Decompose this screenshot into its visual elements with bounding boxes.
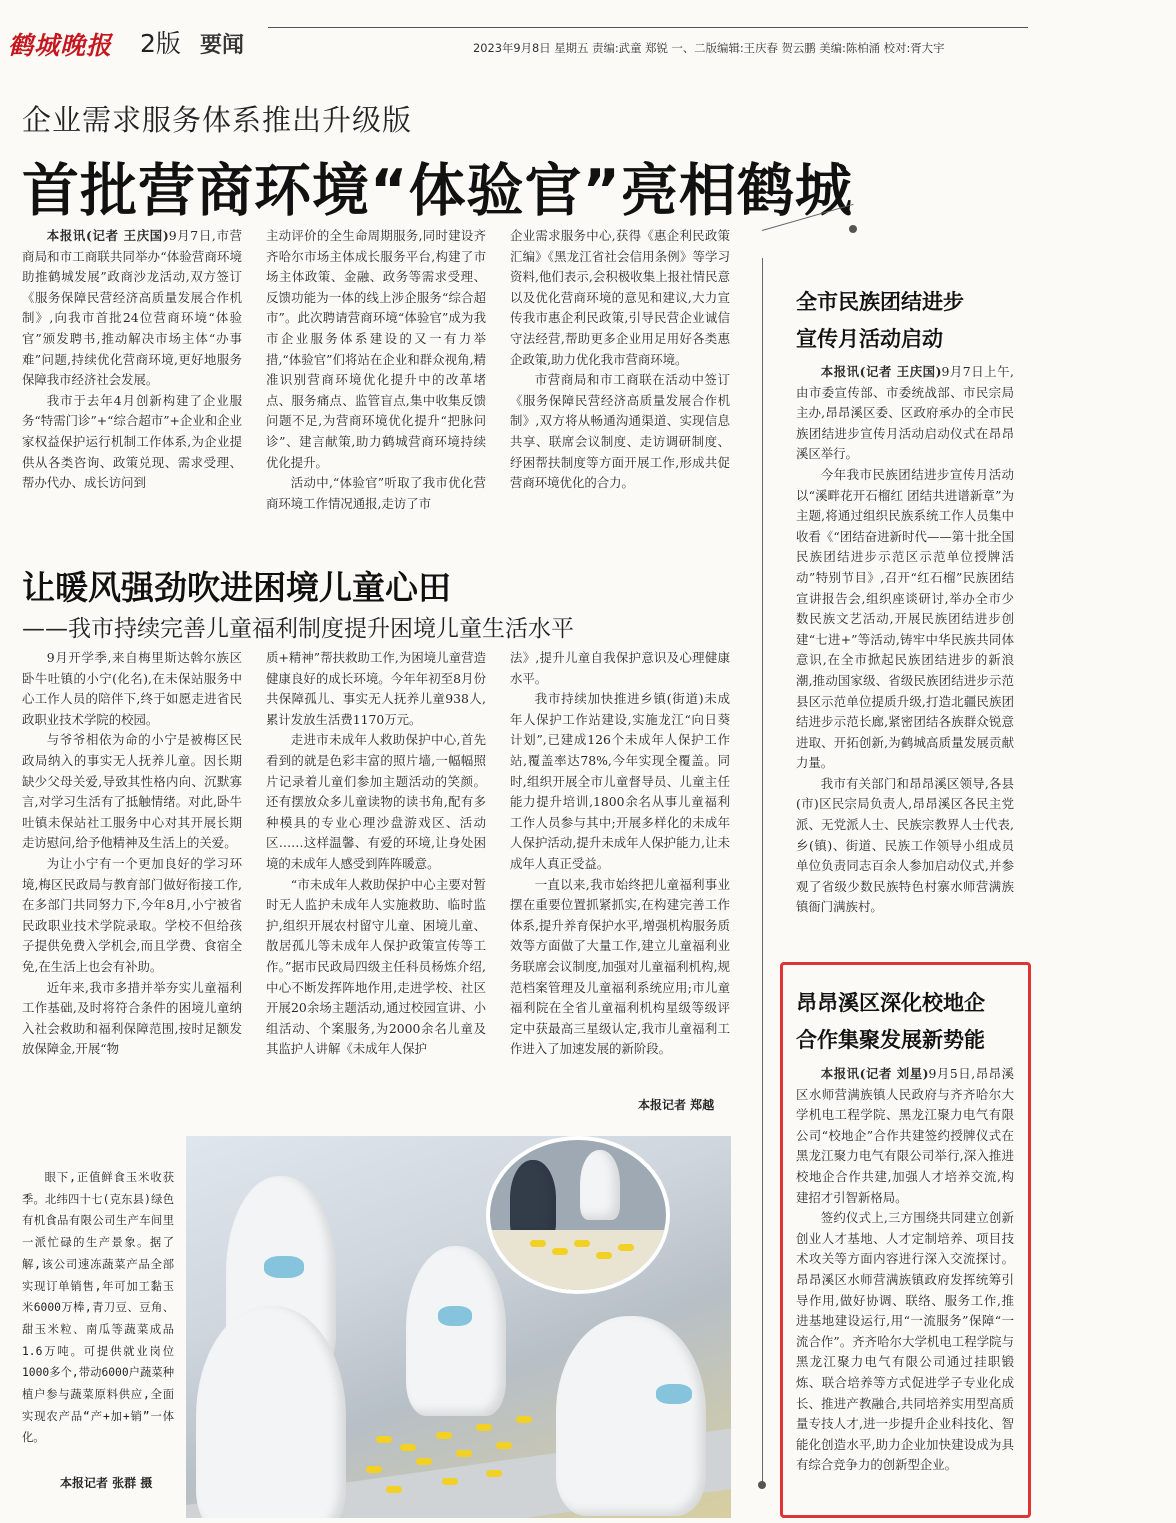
article3-para: 今年我市民族团结进步宣传月活动以“溪畔花开石榴红 团结共进谱新章”为主题,将通过组织民族系统工作人员集中收看《“团结奋进新时代——第十批全国民族团结进步示范区示范单位授牌活动”特别节目》,召开“红石榴”民族团结宣讲报告会,组织座谈研讨,举办全市少数民族文艺活动,开展民族团结进步创建“七进+”等活动,铸牢中华民族共同体意识,在全市掀起民族团结进步的新浪潮,推动国家级、省级民族团结进步示范县区示范单位提质升级,打造北疆民族团结进步示范长廊,紧密团结各族群众锐意进取、开拓创新,为鹤城高质量发展贡献力量。	[796, 466, 1014, 771]
newspaper-logo: 鹤城晚报	[8, 31, 113, 60]
connector-line	[762, 258, 763, 1488]
article2-column-3	[510, 648, 730, 1092]
worker-figure	[580, 1150, 620, 1220]
article2-para: 质+精神”帮扶救助工作,为困境儿童营造健康良好的成长环境。今年年初至8月份共保障孤儿、事实无人抚养儿童938人,累计发放生活费1170万元。	[266, 650, 486, 727]
corn-cob	[416, 1458, 432, 1465]
masthead	[0, 0, 1176, 60]
article4-byline: 本报讯(记者 刘星)	[820, 1066, 929, 1081]
article3-para: 本报讯(记者 王庆国)9月7日上午,由市委宣传部、市委统战部、市民宗局主办,昂昂溪区委、区政府承办的全市民族团结进步宣传月活动启动仪式在昂昂溪区举行。	[796, 364, 1014, 462]
worker-figure	[556, 1316, 706, 1516]
article3-body	[796, 362, 1014, 932]
corn-cob	[596, 1252, 612, 1259]
article1-column-3	[510, 226, 730, 516]
article1-para: 我市于去年4月创新构建了企业服务“特需门诊”+“综合超市”+企业和企业家权益保护运行机制工作体系,为企业提供从各类咨询、政策兑现、需求受理、帮办代办、成长访问到	[22, 392, 242, 491]
article2-para: 9月开学季,来自梅里斯达斡尔族区卧牛吐镇的小宁(化名),在未保站服务中心工作人员的陪伴下,终于如愿走进省民政职业技术学院的校园。	[22, 650, 242, 727]
article1-byline: 本报讯(记者 王庆国)	[46, 228, 169, 243]
header-rule	[268, 27, 1028, 28]
corn-cob	[400, 1444, 416, 1451]
article1-kicker: 企业需求服务体系推出升级版	[22, 103, 413, 137]
corn-cob	[436, 1432, 452, 1439]
corn-cob	[366, 1466, 382, 1473]
corn-cob	[552, 1248, 568, 1255]
article2-para: 法》,提升儿童自我保护意识及心理健康水平。	[510, 650, 730, 686]
photo-credit: 本报记者 张群 摄	[60, 1476, 153, 1490]
article2-column-2	[266, 648, 486, 1118]
article1-column-2	[266, 226, 486, 516]
article2-headline: 让暖风强劲吹进困境儿童心田	[22, 568, 451, 607]
article3-para: 我市有关部门和昂昂溪区领导,各县(市)区民宗局负责人,昂昂溪区各民主党派、无党派人士、民族宗教界人士代表,乡(镇)、街道、民族工作领导小组成员单位负责同志百余人参加启动仪式,并参观了省级少数民族特色村寨水师营满族镇衙门满族村。	[796, 775, 1014, 915]
corn-cob	[456, 1450, 472, 1457]
article1-para: 市营商局和市工商联在活动中签订《服务保障民营经济高质量发展合作机制》,双方将从畅通沟通渠道、实现信息共享、联席会议制度、走访调研制度、纾困帮扶制度等方面开展工作,形成共促营商环境优化的合力。	[510, 372, 730, 491]
article2-para: 近年来,我市多措并举夯实儿童福利工作基础,及时将符合条件的困境儿童纳入社会救助和福利保障范围,按时足额发放保障金,开展“物	[22, 979, 242, 1057]
article4-para: 本报讯(记者 刘星)9月5日,昂昂溪区水师营满族镇人民政府与齐齐哈尔大学机电工程学院、黑龙江聚力电气有限公司“校地企”合作共建签约授牌仪式在黑龙江聚力电气有限公司举行,深入推进校地企合作共建,加强人才培养交流,构建招才引智新格局。	[796, 1066, 1014, 1205]
article1-para: 活动中,“体验官”听取了我市优化营商环境工作情况通报,走访了市	[266, 475, 486, 511]
article3-byline: 本报讯(记者 王庆国)	[820, 364, 942, 379]
photo-caption: 眼下,正值鲜食玉米收获季。北纬四十七(克东县)绿色有机食品有限公司生产车间里一派忙碌的生产景象。据了解,该公司速冻蔬菜产品全部实现订单销售,年可加工黏玉米6000万棒,青刀豆、豆角、甜玉米粒、南瓜等蔬菜成品1.6万吨。可提供就业岗位1000多个,带动6000户蔬菜种植户参与蔬菜原料供应,全面实现农产品“产+加+销”一体化。	[22, 1171, 174, 1445]
article2-para: 一直以来,我市始终把儿童福利事业摆在重要位置抓紧抓实,在构建完善工作体系,提升养育保护水平,增强机构服务质效等方面做了大量工作,建立儿童福利业务联席会议制度,加强对儿童福利机构,规范档案管理及儿童福利系统应用;市儿童福利院在全省儿童福利机构星级等级评定中获最高三星级认定,我市儿童福利工作进入了加速发展的新阶段。	[510, 876, 730, 1057]
article1-para: 企业需求服务中心,获得《惠企利民政策汇编》《黑龙江省社会信用条例》等学习资料,他们表示,会积极收集上报社情民意以及优化营商环境的意见和建议,大力宣传我市惠企利民政策,引导民营企业诚信守法经营,帮助更多企业用足用好各类惠企政策,助力优化我市营商环境。	[510, 228, 730, 367]
corn-cob	[476, 1424, 492, 1431]
article3-headline: 全市民族团结进步 宣传月活动启动	[796, 290, 964, 351]
worker-figure	[510, 1160, 556, 1240]
article4-headline: 昂昂溪区深化校地企 合作集聚发展新势能	[796, 991, 985, 1052]
section-title: 要闻	[200, 33, 245, 58]
inset-photo	[486, 1136, 670, 1294]
article1-para: 本报讯(记者 王庆国)9月7日,市营商局和市工商联共同举办“体验营商环境 助推鹤城发展”政商沙龙活动,双方签订《服务保障民营经济高质量发展合作机制》,向我市首批24位营商环境“体验官”颁发聘书,推动解决市场主体“办事难”问题,持续优化营商环境,更好地服务保障我市经济社会发展。	[22, 228, 242, 388]
article2-para: 为让小宁有一个更加良好的学习环境,梅区民政局与教育部门做好衔接工作,在多部门共同努力下,今年8月,小宁被省民政职业技术学院录取。学校不但给孩子提供免费入学机会,而且学费、食宿全免,在生活上也会有补助。	[22, 855, 242, 974]
face-mask	[264, 1256, 304, 1278]
face-mask	[656, 1384, 692, 1404]
date-editor-line: 2023年9月8日 星期五 责编:武童 郑锐 一、二版编辑:王庆春 贺云鹏 美编:陈柏涌 校对:胥大宇	[473, 41, 945, 55]
article4-para: 签约仪式上,三方围绕共同建立创新创业人才基地、人才定制培养、项目技术攻关等方面内容进行深入交流探讨。昂昂溪区水师营满族镇政府发挥统筹引导作用,做好协调、联络、服务工作,推进基地建设运行,用“一流服务”保障“一流合作”。齐齐哈尔大学机电工程学院与黑龙江聚力电气有限公司通过挂职锻炼、联合培养等方式促进学子专业化成长、推进产教融合,共同培养实用型高质量专技人才,进一步提升企业科技化、智能化创造水平,助力企业加快建设成为具有综合竞争力的创新型企业。	[796, 1210, 1014, 1473]
article2-subhead: ——我市持续完善儿童福利制度提升困境儿童生活水平	[22, 616, 574, 642]
article1-headline: 首批营商环境“体验官”亮相鹤城	[22, 158, 853, 224]
corn-tray	[490, 1230, 666, 1290]
connector-dot	[758, 1481, 766, 1489]
article4-body	[796, 1064, 1014, 1504]
article2-column-1	[22, 648, 242, 1118]
corn-cob	[496, 1442, 512, 1449]
connector-dot	[849, 225, 857, 233]
corn-cob	[618, 1244, 634, 1251]
corn-cob	[516, 1416, 532, 1423]
corn-cob	[486, 1470, 502, 1477]
corn-cob	[442, 1478, 458, 1485]
article2-credit: 本报记者 郑越	[638, 1098, 715, 1112]
corn-cob	[386, 1486, 402, 1493]
face-mask	[438, 1306, 472, 1326]
article2-para: 我市持续加快推进乡镇(街道)未成年人保护工作站建设,实施龙江“向日葵计划”,已建成126个未成年人保护工作站,覆盖率达78%,今年实现全覆盖。同时,组织开展全市儿童督导员、儿童主任能力提升培训,1800余名从事儿童福利工作人员参与其中;开展多样化的未成年人保护活动,提升未成年人保护能力,让未成年人真正受益。	[510, 691, 730, 871]
article2-para: 走进市未成年人救助保护中心,首先看到的就是色彩丰富的照片墙,一幅幅照片记录着儿童们参加主题活动的笑颜。还有摆放众多儿童读物的读书角,配有多种模具的专业心理沙盘游戏区、活动区……这样温馨、有爱的环境,让身处困境的未成年人感受到阵阵暖意。	[266, 732, 486, 871]
corn-cob	[376, 1436, 392, 1443]
page-number: 2版	[140, 29, 181, 58]
article1-column-1	[22, 226, 242, 516]
article1-para: 主动评价的全生命周期服务,同时建设齐齐哈尔市场主体成长服务平台,构建了市场主体政策、金融、政务等需求受理、反馈功能为一体的线上涉企服务“综合超市”。此次聘请营商环境“体验官”成为我市企业服务体系建设的又一有力举措,“体验官”们将站在企业和群众视角,精准识别营商环境优化提升中的改革堵点、服务痛点、监管盲点,集中收集反馈问题不足,为营商环境优化提升“把脉问诊”、建言献策,助力鹤城营商环境持续优化提升。	[266, 228, 486, 470]
article2-para: 与爷爷相依为命的小宁是被梅区民政局纳入的事实无人抚养儿童。因长期缺少父母关爱,导致其性格内向、沉默寡言,对学习生活有了抵触情绪。对此,卧牛吐镇未保站社工服务中心对其开展长期走访慰问,给予他精神及生活上的关爱。	[22, 732, 242, 851]
corn-cob	[574, 1240, 590, 1247]
article2-para: “市未成年人救助保护中心主要对暂时无人监护未成年人实施救助、临时监护,组织开展农村留守儿童、困境儿童、散居孤儿等未成年人保护政策宣传等工作。”据市民政局四级主任科员杨炼介绍,中心不断发挥阵地作用,走进学校、社区开展20余场主题活动,通过校园宣讲、小组活动、个案服务,为2000余名儿童及其监护人讲解《未成年人保护	[266, 876, 486, 1057]
worker-figure	[196, 1306, 346, 1518]
corn-cob	[530, 1240, 546, 1247]
